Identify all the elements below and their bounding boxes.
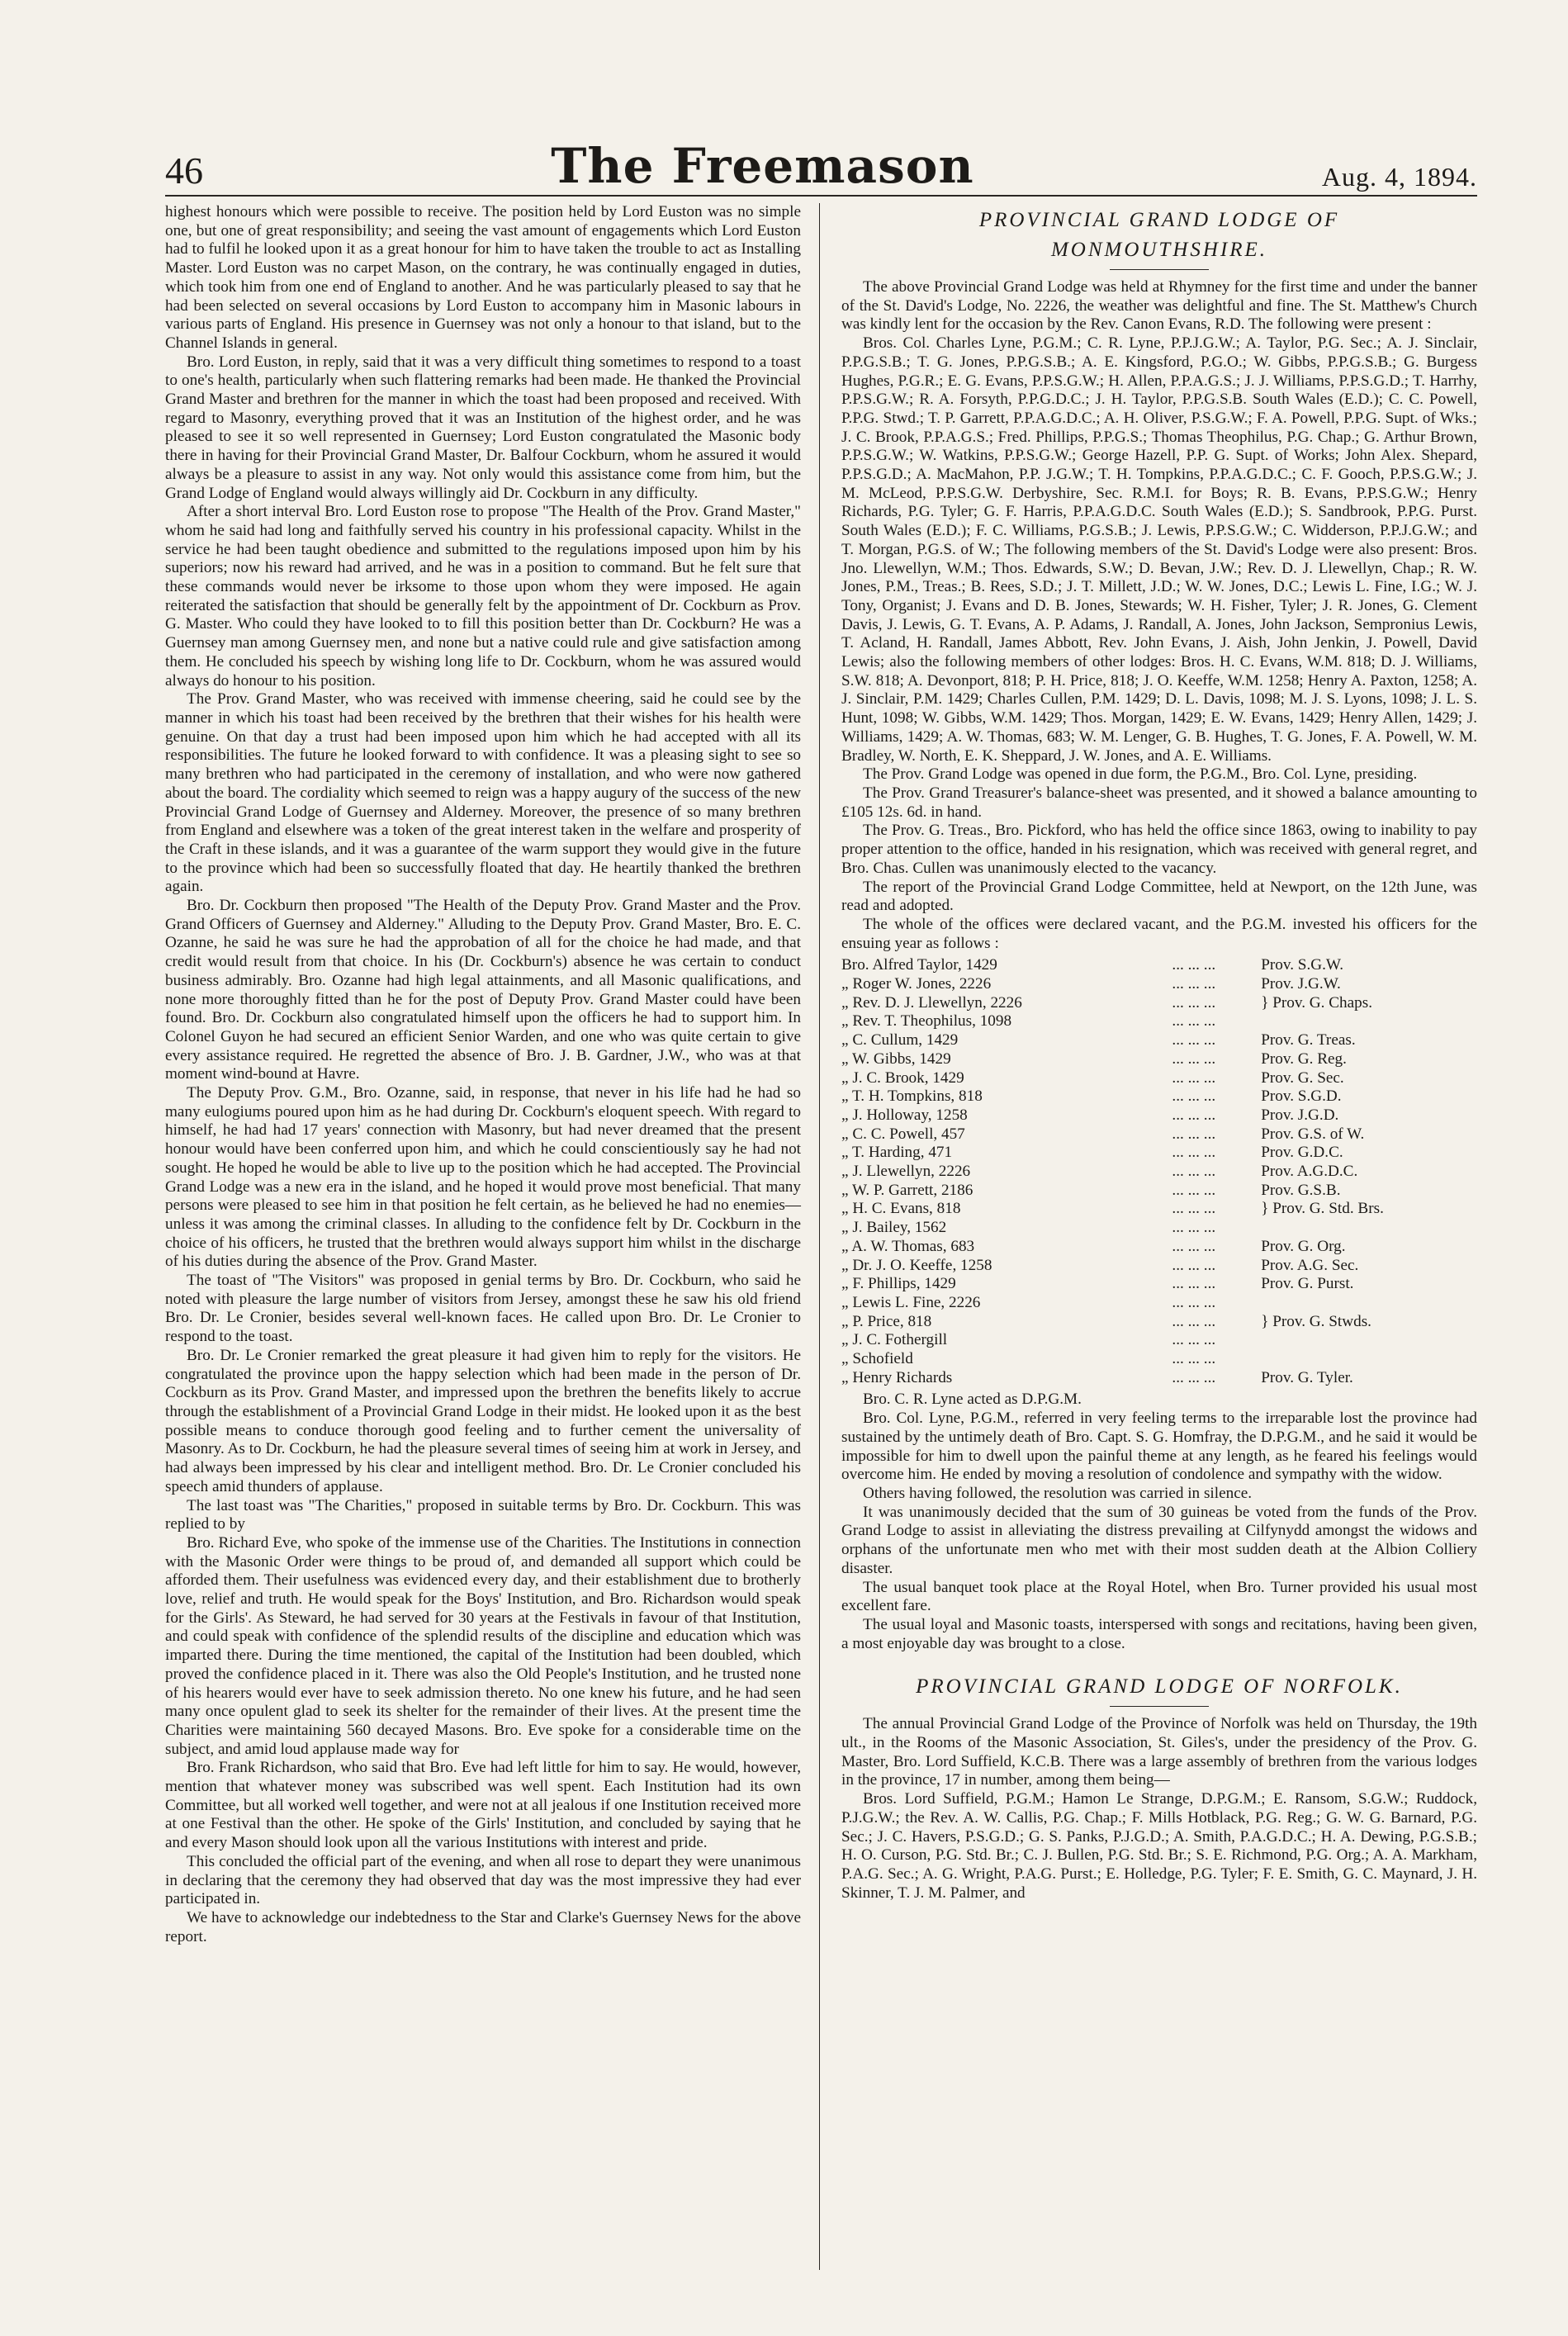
paragraph: The toast of "The Visitors" was proposed in genial terms by Bro. Dr. Cockburn, who said he noted with pleasure the large number of visitors from Jersey, amongst these he saw his old friend Bro. Dr. Le Cronier, besides several well-known faces. He called upon Bro. Dr. Le Cronier to respond to the toast. [165,1272,801,1346]
paragraph: We have to acknowledge our indebtedness to the Star and Clarke's Guernsey News for the above report. [165,1908,801,1945]
appointee-office: Prov. S.G.D. [1261,1087,1342,1106]
appointee-office: Prov. J.G.W. [1261,975,1341,993]
appointee-name: „ Lewis L. Fine, 2226 [841,1293,981,1311]
paragraph: Bro. Dr. Cockburn then proposed "The Health of the Deputy Prov. Grand Master and the Prov. Grand Officers of Guernsey and Alderney." Alluding to the Deputy Prov. Grand Master, Bro. E. C. Ozanne, he said he was sure he had the approbation of all for the choice he had made, and that credit would result from that choice. In his (Dr. Cockburn's) absence he was certain to conduct business admirably. Bro. Ozanne had high legal attainments, and all Masonic qualifications, and none more thoroughly fitted than he for the post of Deputy Prov. Grand Master could have been found. Bro. Dr. Cockburn also congratulated himself upon the officers he had to support him. In Colonel Guyon he had secured an efficient Senior Warden, and one who was quite certain to give every assistance required. He regretted the absence of Bro. J. B. Gardner, J.W., who was at that moment wind-bound at Havre. [165,897,801,1083]
paragraph: The Deputy Prov. G.M., Bro. Ozanne, said, in response, that never in his life had he had so many eulogiums poured upon him as he had during Dr. Cockburn's eloquent speech. With regard to himself, he had had 17 years' connection with Masonry, but had never dreamed that the present honour would have been conferred upon him, and which he could conscientiously say he had not sought. He hoped he would be able to live up to the position which he had accepted. The Provincial Grand Lodge was a new era in the island, and he hoped it would prove most beneficial. That many persons were pleased to see him in that position he felt certain, as he believed he had no enemies—unless it was among the criminal classes. In alluding to the confidence felt by Dr. Cockburn in the choice of his officers, he trusted that the brethren would always support him whilst in the discharge of his duties during the absence of the Prov. Grand Master. [165,1084,801,1271]
text-columns [165,203,1477,2270]
appointee-name: „ Henry Richards [841,1368,953,1386]
monmouth-toasts: The usual loyal and Masonic toasts, interspersed with songs and recitations, having been given, a most enjoyable day was brought to a close. [841,1615,1477,1652]
appointee-name: „ T. H. Tompkins, 818 [841,1087,983,1106]
appointment-row: „ J. Bailey, 1562 ... ... ... [841,1219,1216,1237]
appointee-name: „ H. C. Evans, 818 [841,1200,961,1218]
appointment-row: „ T. H. Tompkins, 818 ... ... ... Prov. S.G.D. [841,1087,1477,1106]
monmouth-opened: The Prov. Grand Lodge was opened in due form, the P.G.M., Bro. Col. Lyne, presiding. [863,765,1418,784]
appointment-row: „ J. Holloway, 1258 ... ... ... Prov. J.G.D. [841,1106,1477,1125]
appointment-row: Bro. Alfred Taylor, 1429 ... ... ... Prov. S.G.W. [841,956,1477,975]
appointment-row: „ C. C. Powell, 457 ... ... ... Prov. G.S. of W. [841,1125,1477,1144]
monmouth-heading-line1: PROVINCIAL GRAND LODGE OF [978,209,1340,231]
appointment-row: „ J. C. Brook, 1429 ... ... ... Prov. G. Sec. [841,1069,1477,1088]
appointee-office: Prov. G. Sec. [1261,1068,1344,1087]
paragraph: Bro. Richard Eve, who spoke of the immense use of the Charities. The Institutions in connection with the Masonic Order were things to be proud of, and demanded all support which could be afforded them. Their usefulness was evidenced every day, and their establishment due to brotherly love, relief and truth. He would speak for the Boys' Institution, and Bro. Richardson would speak for the Girls'. As Steward, he had served for 30 years at the Festivals in favour of that Institution, and could speak with confidence of the splendid results of the discipline and education which was imparted there. During the time mentioned, the capital of the Institution had been doubled, which proved the confidence placed in it. There was also the Old People's Institution, and he trusted none of his hearers would ever have to seek admission thereto. No one knew his future, and he had seen many once opulent glad to seek its shelter for the remainder of their lives. At the present time the Charities were maintaining 560 decayed Masons. Bro. Eve spoke for a considerable time on the subject, and amid loud applause made way for [165,1533,801,1758]
appointee-name: „ Roger W. Jones, 2226 [841,975,992,993]
header-rule [165,195,1477,197]
appointee-name: „ J. C. Fothergill [841,1331,948,1349]
masthead [165,124,1477,194]
appointment-row: „ Rev. D. J. Llewellyn, 2226 ... ... ... } Prov. G. Chaps. [841,994,1477,1013]
appointee-office: } Prov. G. Std. Brs. [1261,1200,1384,1218]
appointment-row: „ J. Llewellyn, 2226 ... ... ... Prov. A.G.D.C. [841,1163,1477,1182]
appointee-office: } Prov. G. Stwds. [1261,1312,1371,1330]
appointee-office: Prov. A.G.D.C. [1261,1163,1358,1181]
appointee-name: „ T. Harding, 471 [841,1144,953,1162]
monmouth-guineas: It was unanimously decided that the sum of 30 guineas be voted from the funds of the Prov. Grand Lodge to assist in alleviating the distress prevailing at Cilfynydd amongst the widows and orphans of the unfortunate men who met with their most sudden death at the Albion Colliery disaster. [841,1503,1477,1577]
appointee-name: „ J. Bailey, 1562 [841,1219,947,1237]
appointee-name: „ W. P. Garrett, 2186 [841,1181,973,1199]
paragraph: highest honours which were possible to receive. The position held by Lord Euston was no simple one, but one of great responsibility; and seeing the vast amount of engagements which Lord Euston had to fulfil he looked upon it as a great honour for him to have taken the trouble to act as Installing Master. Lord Euston was no carpet Mason, on the contrary, he was continually engaged in duties, which took him from one end of England to another. And he was particularly pleased to say that he had been selected on several occasions by Lord Euston to accompany him in Masonic labours in various parts of England. His presence in Guernsey was not only a honour to that island, but to the Channel Islands in general. [165,203,801,352]
appointment-row: „ C. Cullum, 1429 ... ... ... Prov. G. Treas. [841,1031,1477,1050]
appointee-office: } Prov. G. Chaps. [1261,993,1373,1012]
monmouth-present-list: Bros. Col. Charles Lyne, P.G.M.; C. R. Lyne, P.P.J.G.W.; A. Taylor, P.G. Sec.; A. J. Sinclair, P.P.G.S.B.; T. G. Jones, P.P.G.S.B.; A. E. Kingsford, P.G.O.; W. Gibbs, P.P.G.S.B.; G. Burgess Hughes, P.G.R.; E. G. Evans, P.P.S.G.W.; H. Allen, P.P.A.G.S.; J. J. Williams, P.P.S.G.D.; T. Harrhy, P.P.S.G.W.; R. A. Forsyth, P.P.G.D.C.; J. H. Taylor, P.P.G.S.B. South Wales (E.D.); C. C. Powell, P.P.G. Stwd.; T. P. Garrett, P.P.A.G.D.C.; A. H. Oliver, P.S.G.W.; F. A. Powell, P.P.G. Supt. of Wks.; J. C. Brook, P.P.A.G.S.; Fred. Phillips, P.P.G.S.; Thomas Theophilus, P.G. Chap.; G. Arthur Brown, P.P.S.G.W.; W. Watkins, P.P.S.G.W.; George Hazell, P.P. G. Supt. of Works; John Alex. Shepard, P.P.S.G.D.; A. MacMahon, P.P. J.G.W.; T. H. Tompkins, P.P.A.G.D.C.; C. F. Gooch, P.P.S.G.W.; J. M. McLeod, P.P.S.G.W. Derbyshire, Sec. R.M.I. for Boys; R. B. Evans, P.P.S.G.W.; Henry Richards, P.G. Tyler; G. F. Harris, P.P.A.G.D.C. South Wales (E.D.); S. Sandbrook, P.P.G. Purst. South Wales (E.D.); F. C. Williams, P.G.S.B.; J. Lewis, P.P.S.G.W.; C. Widderson, P.P.J.G.W.; and T. Morgan, P.G.S. of W.; The following members of the St. David's Lodge were also present: Bros. Jno. Llewellyn, W.M.; Thos. Edwards, S.W.; D. Bevan, J.W.; Rev. D. J. Llewellyn, Chap.; R. W. Jones, P.M., Treas.; B. Rees, S.D.; J. T. Millett, J.D.; W. W. Jones, D.C.; Lewis L. Fine, I.G.; W. J. Tony, Organist; J. Evans and D. B. Jones, Stewards; W. H. Fisher, Tyler; J. R. Jones, G. Clement Davis, J. Lewis, G. T. Evans, A. P. Adams, J. Randall, A. Jones, John Jackson, Sempronius Lewis, T. Acland, H. Randall, James Abbott, Rev. John Evans, J. Aish, John Jenkin, J. Powell, David Lewis; also the following members of other lodges: Bros. H. C. Evans, W.M. 818; D. J. Williams, S.W. 818; A. Devonport, 818; P. H. Price, 818; J. O. Keeffe, W.M. 1258; Henry A. Paxton, 1258; A. J. Sinclair, P.M. 1429; Charles Cullen, P.M. 1429; D. L. Davis, 1098; M. J. S. Lyons, 1098; J. L. S. Hunt, 1098; W. Gibbs, W.M. 1429; Thos. Morgan, 1429; E. W. Evans, 1429; Henry Allen, 1429; J. Williams, 1429; A. W. Thomas, 683; W. M. Lenger, G. B. Hughes, T. G. Jones, F. A. Powell, W. M. Bradley, W. North, E. K. Sheppard, J. W. Jones, and A. E. Williams. [841,334,1477,765]
appointment-row: „ A. W. Thomas, 683 ... ... ... Prov. G. Org. [841,1238,1477,1257]
appointment-row: „ T. Harding, 471 ... ... ... Prov. G.D.C. [841,1144,1477,1163]
appointment-row: „ J. C. Fothergill ... ... ... [841,1331,1216,1349]
appointee-name: „ F. Phillips, 1429 [841,1275,956,1293]
appointment-row: „ Schofield ... ... ... [841,1350,1216,1368]
right-column [820,203,1477,2270]
monmouth-committee: The report of the Provincial Grand Lodge Committee, held at Newport, on the 12th June, was read and adopted. [841,878,1477,915]
appointee-office: Prov. G.D.C. [1261,1144,1343,1162]
appointee-name: „ P. Price, 818 [841,1312,932,1330]
monmouth-banquet: The usual banquet took place at the Royal Hotel, when Bro. Turner provided his usual most excellent fare. [841,1578,1477,1615]
appointee-name: „ C. C. Powell, 457 [841,1125,965,1143]
appointment-row: „ W. P. Garrett, 2186 ... ... ... Prov. G.S.B. [841,1182,1477,1201]
appointee-name: „ W. Gibbs, 1429 [841,1050,951,1068]
monmouth-silence: Others having followed, the resolution was carried in silence. [863,1485,1253,1502]
appointee-office: Prov. G. Tyler. [1261,1368,1353,1386]
monmouth-condolence: Bro. Col. Lyne, P.G.M., referred in very feeling terms to the irreparable lost the province had sustained by the untimely death of Bro. Capt. S. G. Homfray, the D.P.G.M., and he said it would be impossible for him to dwell upon the painful theme at any length, as he feared his feelings would overcome him. He ended by moving a resolution of condolence and sympathy with the widow. [841,1410,1477,1484]
norfolk-intro: The annual Provincial Grand Lodge of the Province of Norfolk was held on Thursday, the 19th ult., in the Rooms of the Masonic Association, St. Giles's, under the presidency of the Prov. G. Master, Bro. Lord Suffield, K.C.B. There was a large assembly of brethren from the various lodges in the province, 17 in number, among them being— [841,1715,1477,1789]
paragraph: After a short interval Bro. Lord Euston rose to propose "The Health of the Prov. Grand Master," whom he said had long and faithfully served his country in his professional capacity. Whilst in the service he had been taught obedience and submitted to the regulations imposed upon him by his superiors; now his reward had arrived, and he was in a position to command. But he felt sure that these commands would never be irksome to those upon whom they were imposed. He again reiterated the satisfaction that should be generally felt by the appointment of Dr. Cockburn as Prov. G. Master. Who could they have looked to to fill this position better than Dr. Cockburn? He was a Guernsey man among Guernsey men, and none but a native could rule and give satisfaction among them. He concluded his speech by wishing long life to Dr. Cockburn, whom he was assured would always do honour to his position. [165,503,801,689]
monmouth-dpgm: Bro. C. R. Lyne acted as D.P.G.M. [863,1391,1082,1409]
paragraph: This concluded the official part of the evening, and when all rose to depart they were unanimous in declaring that the ceremony they had observed that day was the most impressive they had ever participated in. [165,1852,801,1908]
appointee-name: „ Rev. D. J. Llewellyn, 2226 [841,993,1022,1012]
section-rule [1110,1706,1209,1707]
section-rule [1110,269,1209,270]
appointment-row: „ W. Gibbs, 1429 ... ... ... Prov. G. Reg. [841,1050,1477,1069]
appointment-row: „ H. C. Evans, 818 ... ... ... } Prov. G. Std. Brs. [841,1200,1477,1219]
appointment-row: „ P. Price, 818 ... ... ... } Prov. G. Stwds. [841,1313,1477,1332]
appointment-row: „ Henry Richards ... ... ... Prov. G. Tyler. [841,1369,1477,1388]
appointee-name: „ J. Holloway, 1258 [841,1106,968,1124]
monmouth-treasurer: The Prov. Grand Treasurer's balance-sheet was presented, and it showed a balance amounting to £105 12s. 6d. in hand. [841,784,1477,821]
monmouth-intro: The above Provincial Grand Lodge was held at Rhymney for the first time and under the banner of the St. David's Lodge, No. 2226, the weather was delightful and fine. The St. Matthew's Church was kindly lent for the occasion by the Rev. Canon Evans, R.D. The following were present : [841,278,1477,334]
appointment-row: „ Lewis L. Fine, 2226 ... ... ... [841,1293,1216,1311]
appointee-office: Prov. G. Treas. [1261,1031,1356,1050]
appointments-list [841,956,1477,1387]
issue-date: Aug. 4, 1894. [1321,162,1477,192]
appointment-row: „ Roger W. Jones, 2226 ... ... ... Prov. J.G.W. [841,975,1477,994]
appointee-office: Prov. S.G.W. [1261,956,1344,974]
appointee-name: „ J. C. Brook, 1429 [841,1068,964,1087]
appointee-name: Bro. Alfred Taylor, 1429 [841,956,997,974]
norfolk-heading: PROVINCIAL GRAND LODGE OF NORFOLK. [916,1675,1403,1699]
paragraph: Bro. Dr. Le Cronier remarked the great pleasure it had given him to reply for the visitors. He congratulated the province upon the happy selection which had been made in the person of Dr. Cockburn as its Prov. Grand Master, and impressed upon the brethren the benefits likely to accrue through the establishment of a Provincial Grand Lodge in their midst. He looked upon it as the best possible means to conduce thorough good feeling and to further cement the universality of Masonry. As to Dr. Cockburn, he had the pleasure several times of seeing him at work in Jersey, and had always been impressed by his clear and intelligent method. Bro. Dr. Le Cronier concluded his speech amid thunders of applause. [165,1346,801,1495]
appointee-office: Prov. G. Purst. [1261,1275,1354,1293]
paragraph: The Prov. Grand Master, who was received with immense cheering, said he could see by the manner in which his toast had been received by the brethren that their wishes for his health were genuine. On that day a trust had been imposed upon him which he had accepted with all its responsibilities. The future he looked forward to with confidence. It was a pleasing sight to see so many brethren who had participated in the ceremony of installation, and who were now gathered about the board. The cordiality which seemed to reign was a happy augury of the success of the new Provincial Grand Lodge of Guernsey and Alderney. Moreover, the presence of so many brethren from England and elsewhere was a token of the great interest taken in the welfare and prosperity of the Craft in these islands, and it was a guarantee of the warm support they would give in the future to the province which had been so successfully floated that day. He heartily thanked the brethren again. [165,690,801,896]
appointee-name: „ Rev. T. Theophilus, 1098 [841,1012,1012,1031]
paragraph: Bro. Frank Richardson, who said that Bro. Eve had left little for him to say. He would, however, mention that whatever money was subscribed was well spent. Each Institution had its own Committee, but all worked well together, and were not at all jealous if one Institution received more at one Festival than the other. He spoke of the Girls' Institution, and concluded by saying that he and every Mason should look upon all the various Institutions with interest and pride. [165,1759,801,1852]
appointee-name: „ A. W. Thomas, 683 [841,1237,975,1255]
appointment-row: „ F. Phillips, 1429 ... ... ... Prov. G. Purst. [841,1275,1477,1294]
appointee-name: „ Schofield [841,1350,913,1368]
monmouth-offices-intro: The whole of the offices were declared vacant, and the P.G.M. invested his officers for the ensuing year as follows : [841,915,1477,952]
appointee-office: Prov. J.G.D. [1261,1106,1339,1124]
appointee-office: Prov. G. Org. [1261,1237,1346,1255]
appointee-office: Prov. A.G. Sec. [1261,1256,1359,1274]
page-number: 46 [165,149,203,192]
appointee-name: „ J. Llewellyn, 2226 [841,1163,971,1181]
appointment-row: „ Dr. J. O. Keeffe, 1258 ... ... ... Prov. A.G. Sec. [841,1257,1477,1276]
monmouth-heading-line2: MONMOUTHSHIRE. [1050,239,1268,261]
norfolk-present-list: Bros. Lord Suffield, P.G.M.; Hamon Le Strange, D.P.G.M.; E. Ransom, S.G.W.; Ruddock, P.J.G.W.; the Rev. A. W. Callis, P.G. Chap.; F. Mills Hotblack, P.G. Reg.; G. W. G. Barnard, P.G. Sec.; J. C. Havers, P.S.G.D.; G. S. Panks, P.J.G.D.; A. Smith, P.A.G.D.C.; H. A. Dewing, P.G.S.B.; H. O. Curson, P.G. Std. Br.; C. J. Bullen, P.G. Std. Br.; S. E. Richmond, P.G. Org.; A. A. Markham, P.A.G. Sec.; A. G. Wright, P.A.G. Purst.; E. Holledge, P.G. Tyler; F. E. Smith, G. C. Maynard, J. H. Skinner, T. J. M. Palmer, and [841,1790,1477,1902]
appointee-office: Prov. G.S.B. [1261,1181,1341,1199]
appointee-name: „ Dr. J. O. Keeffe, 1258 [841,1256,992,1274]
left-column [165,203,820,2270]
appointee-office: Prov. G.S. of W. [1261,1125,1365,1143]
journal-title: The Freemason [551,138,974,194]
monmouth-treasurer-retire: The Prov. G. Treas., Bro. Pickford, who has held the office since 1863, owing to inability to pay proper attention to the office, handed in his resignation, which was received with general regret, and Bro. Chas. Cullen was unanimously elected to the vacancy. [841,822,1477,877]
paragraph: Bro. Lord Euston, in reply, said that it was a very difficult thing sometimes to respond to a toast to one's health, particularly when such flattering remarks had been made. He thanked the Provincial Grand Master and brethren for the manner in which the toast had been proposed and received. With regard to Masonry, everything proved that it was an Institution of the highest order, and he was pleased to see it so well represented in Guernsey; Lord Euston congratulated the Masonic body there in having for their Provincial Grand Master, Dr. Balfour Cockburn, whom he assured it would always be a pleasure to assist in any way. Not only would this assistance come from him, but the Grand Lodge of England would always willingly aid Dr. Cockburn in any difficulty. [165,353,801,502]
appointment-row: „ Rev. T. Theophilus, 1098 ... ... ... [841,1012,1216,1031]
appointee-office: Prov. G. Reg. [1261,1050,1347,1068]
paragraph: The last toast was "The Charities," proposed in suitable terms by Bro. Dr. Cockburn. This was replied to by [165,1496,801,1533]
appointee-name: „ C. Cullum, 1429 [841,1031,959,1050]
